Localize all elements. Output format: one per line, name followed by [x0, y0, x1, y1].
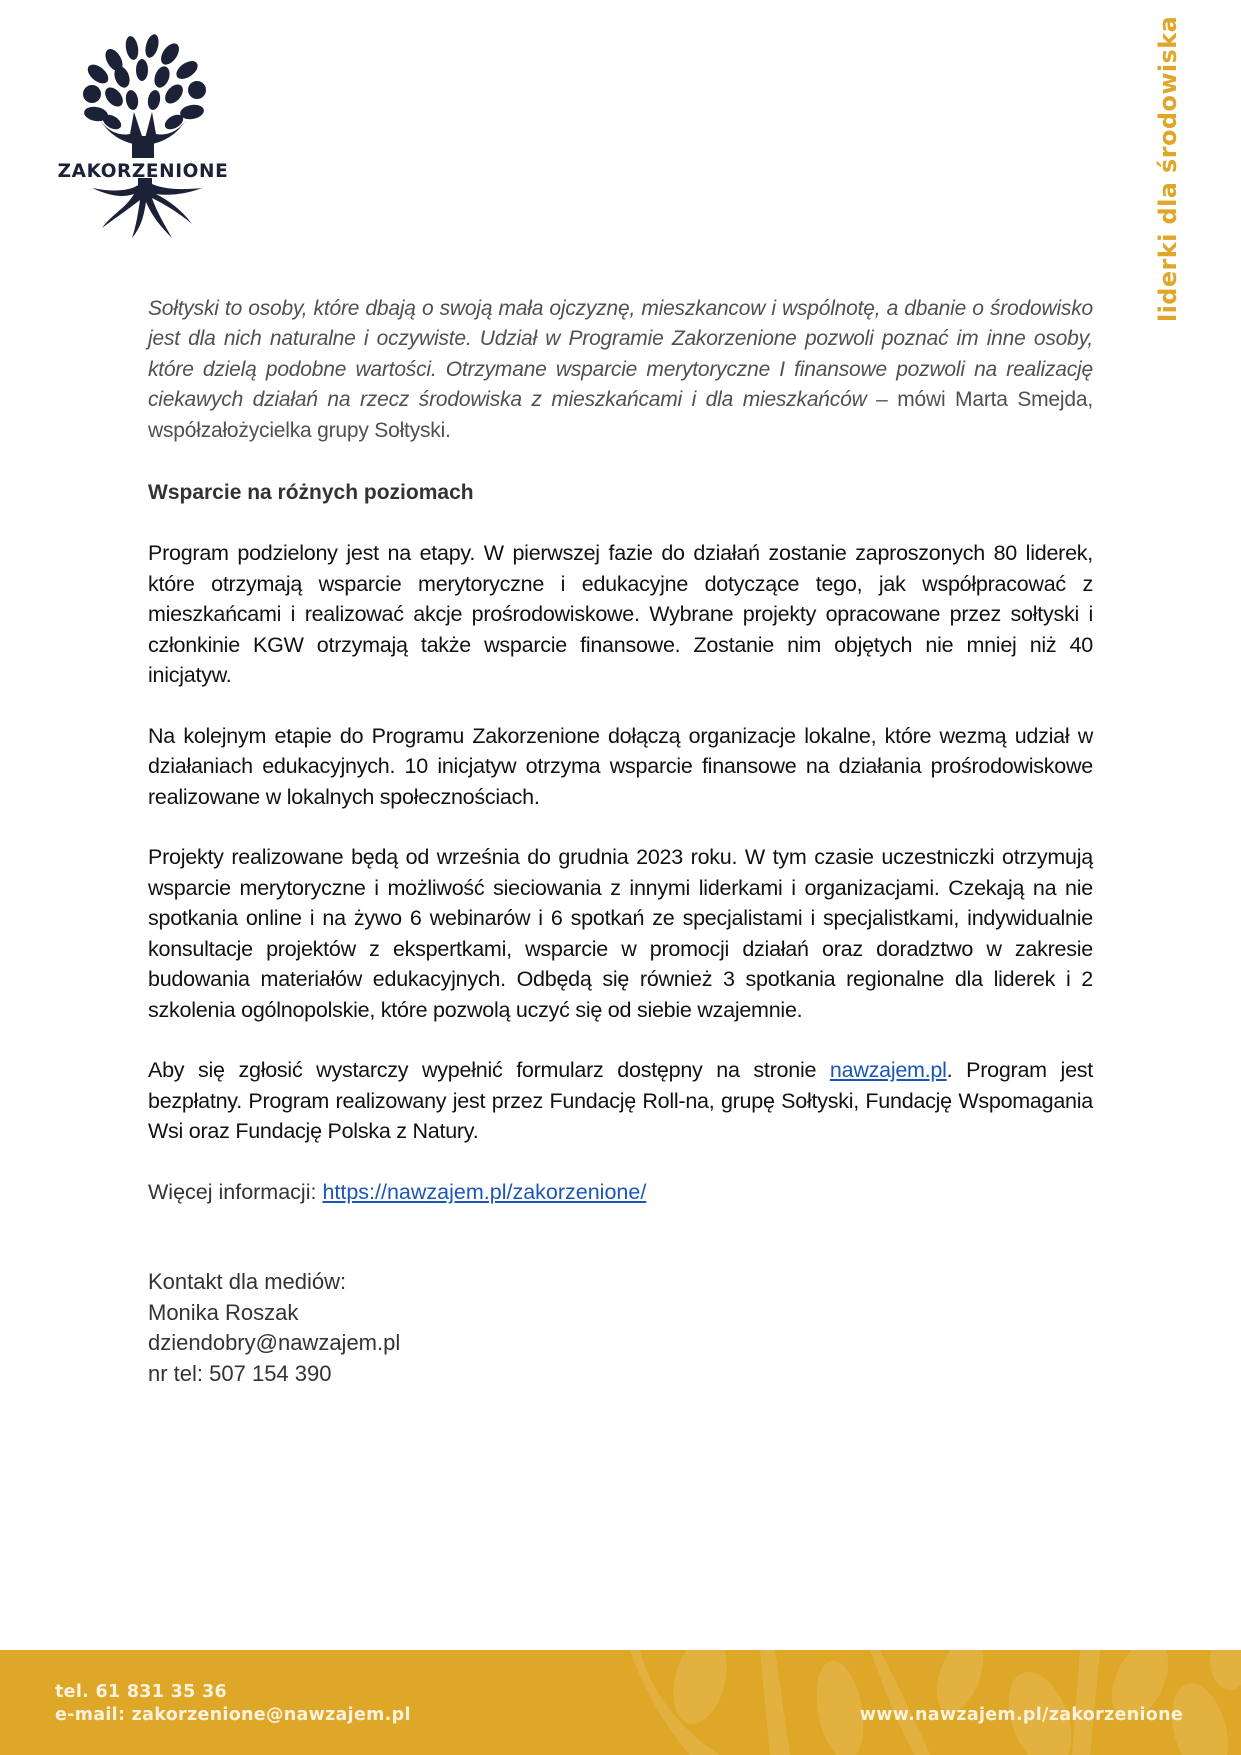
signup-text-before: Aby się zgłosić wystarczy wypełnić formularz dostępny na stronie [148, 1058, 830, 1083]
quote-attribution: mówi Marta Smejda, współzałożycielka grupy Sołtyski. [148, 388, 1093, 442]
section-heading: Wsparcie na różnych poziomach [148, 481, 474, 505]
tree-hands-icon [52, 32, 234, 240]
contact-title: Kontakt dla mediów: [148, 1269, 347, 1295]
quote-paragraph [148, 294, 1093, 446]
nawzajem-link[interactable]: nawzajem.pl [829, 1058, 947, 1083]
quote-text: Sołtyski to osoby, które dbają o swoją mała ojczyznę, mieszkancow i wspólnotę, a dbanie o środowisko jest dla nich naturalne i oczywiste. Udział w Programie Zakorzenione pozwoli poznać im inne osoby, które dzielą podobne wartości. Otrzymane wsparcie merytoryczne I finansowe pozwoli na realizację ciekawych działań na rzecz środowiska z mieszkańcami i dla mieszkańców – [148, 297, 1093, 412]
contact-phone: nr tel: 507 154 390 [148, 1360, 332, 1386]
media-contact [148, 1267, 1093, 1389]
paragraph-stages: Program podzielony jest na etapy. W pierwszej fazie do działań zostanie zaproszonych 80 liderek, które otrzymają wsparcie merytoryczne i edukacyjne dotyczące tego, jak współpracować z mieszkańcami i realizować akcje prośrodowiskowe. Wybrane projekty opracowane przez sołtyski i członkinie KGW otrzymają także wsparcie finansowe. Zostanie nim objętych nie mniej niż 40 inicjatyw. [148, 541, 1093, 688]
signup-text-after: . Program jest bezpłatny. Program realizowany jest przez Fundację Roll-na, grupę Sołtyski, Fundację Wspomagania Wsi oraz Fundację Polska z Natury. [148, 1058, 1093, 1144]
paragraph-signup [148, 1055, 1093, 1147]
footer-email[interactable]: e-mail: zakorzenione@nawzajem.pl [55, 1705, 411, 1725]
paragraph-next-stage: Na kolejnym etapie do Programu Zakorzenione dołączą organizacje lokalne, które wezmą udział w działaniach edukacyjnych. 10 inicjatyw otrzyma wsparcie finansowe na działania prośrodowiskowe realizowane w lokalnych społecznościach. [148, 723, 1093, 809]
more-info [148, 1177, 1093, 1208]
footer-band [0, 1650, 1241, 1755]
article-body [148, 294, 1093, 1389]
zakorzenione-logo [52, 32, 234, 240]
logo-wordmark: ZAKORZENIONE [57, 161, 229, 182]
footer-contact [55, 1681, 411, 1727]
contact-email: dziendobry@nawzajem.pl [148, 1330, 401, 1356]
side-tagline: liderki dla środowiska [1154, 15, 1182, 322]
footer-phone: tel. 61 831 35 36 [55, 1682, 227, 1702]
more-info-label: Więcej informacji: [148, 1179, 323, 1204]
paragraph-schedule: Projekty realizowane będą od września do grudnia 2023 roku. W tym czasie uczestniczki otrzymują wsparcie merytoryczne i możliwość sieciowania z innymi liderkami i organizacjami. Czekają na nie spotkania online i na żywo 6 webinarów i 6 spotkań ze specjalistami i specjalistkami, indywidualnie konsultacje projektów z ekspertkami, wsparcie w promocji działań oraz doradztwo w zakresie budowania materiałów edukacyjnych. Odbędą się również 3 spotkania regionalne dla liderek i 2 szkolenia ogólnopolskie, które pozwolą uczyć się od siebie wzajemnie. [148, 845, 1093, 1022]
footer-website[interactable]: www.nawzajem.pl/zakorzenione [859, 1705, 1183, 1725]
contact-name: Monika Roszak [148, 1299, 299, 1325]
zakorzenione-link[interactable]: https://nawzajem.pl/zakorzenione/ [322, 1179, 647, 1204]
